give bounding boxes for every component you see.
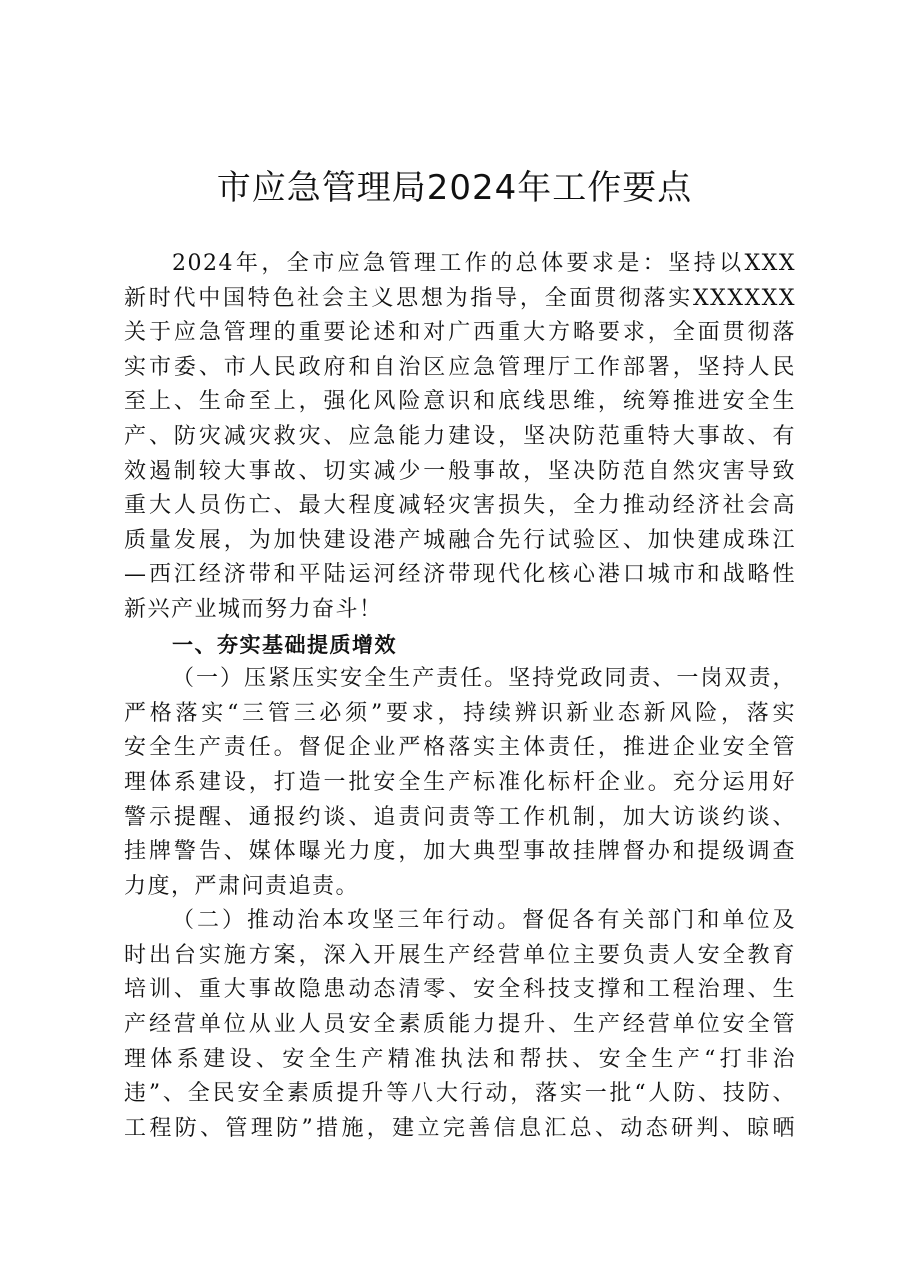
text-line: 警示提醒、通报约谈、追责问责等工作机制，加大访谈约谈、 (124, 804, 796, 830)
text-line: 严格落实“三管三必须”要求，持续辨识新业态新风险，落实 (124, 700, 796, 726)
text-line: 新兴产业城而努力奋斗！ (124, 596, 383, 622)
text-line: 时出台实施方案，深入开展生产经营单位主要负责人安全教育 (124, 942, 796, 968)
text-line: 质量发展，为加快建设港产城融合先行试验区、加快建成珠江 (124, 527, 796, 553)
text-line: 新时代中国特色社会主义思想为指导，全面贯彻落实XXXXXX (124, 285, 796, 311)
paragraph-1 (124, 662, 796, 904)
text-line: 力度，严肃问责追责。 (124, 873, 360, 899)
text-line: 安全生产责任。督促企业严格落实主体责任，推进企业安全管 (124, 735, 796, 761)
text-line: 理体系建设，打造一批安全生产标准化标杆企业。充分运用好 (124, 769, 796, 795)
document-body (124, 247, 796, 1146)
text-line: （二）推动治本攻坚三年行动。督促各有关部门和单位及 (172, 908, 796, 934)
text-line: 理体系建设、安全生产精准执法和帮扶、安全生产“打非治 (124, 1046, 796, 1072)
text-line: 违”、全民安全素质提升等八大行动，落实一批“人防、技防、 (124, 1081, 796, 1107)
text-line: 重大人员伤亡、最大程度减轻灾害损失，全力推动经济社会高 (124, 493, 796, 519)
intro-paragraph (124, 247, 796, 628)
text-line: 挂牌警告、媒体曝光力度，加大典型事故挂牌督办和提级调查 (124, 839, 796, 865)
text-line: 产、防灾减灾救灾、应急能力建设，坚决防范重特大事故、有 (124, 423, 796, 449)
text-line: 关于应急管理的重要论述和对广西重大方略要求，全面贯彻落 (124, 320, 796, 346)
text-line: 至上、生命至上，强化风险意识和底线思维，统筹推进安全生 (124, 389, 796, 415)
document-title: 市应急管理局2024年工作要点 (216, 168, 693, 208)
section-heading: 一、夯实基础提质增效 (172, 632, 397, 657)
text-line: 2024年，全市应急管理工作的总体要求是：坚持以XXX (172, 251, 796, 276)
text-line: 培训、重大事故隐患动态清零、安全科技支撑和工程治理、生 (124, 977, 796, 1003)
text-line: 实市委、市人民政府和自治区应急管理厅工作部署，坚持人民 (124, 354, 796, 380)
text-line: （一）压紧压实安全生产责任。坚持党政同责、一岗双责， (172, 666, 796, 692)
text-line: 工程防、管理防”措施，建立完善信息汇总、动态研判、晾晒 (124, 1115, 796, 1141)
text-line: —西江经济带和平陆运河经济带现代化核心港口城市和战略性 (124, 562, 796, 588)
text-line: 效遏制较大事故、切实减少一般事故，坚决防范自然灾害导致 (124, 458, 796, 484)
text-line: 产经营单位从业人员安全素质能力提升、生产经营单位安全管 (124, 1012, 796, 1038)
paragraph-2 (124, 904, 796, 1146)
